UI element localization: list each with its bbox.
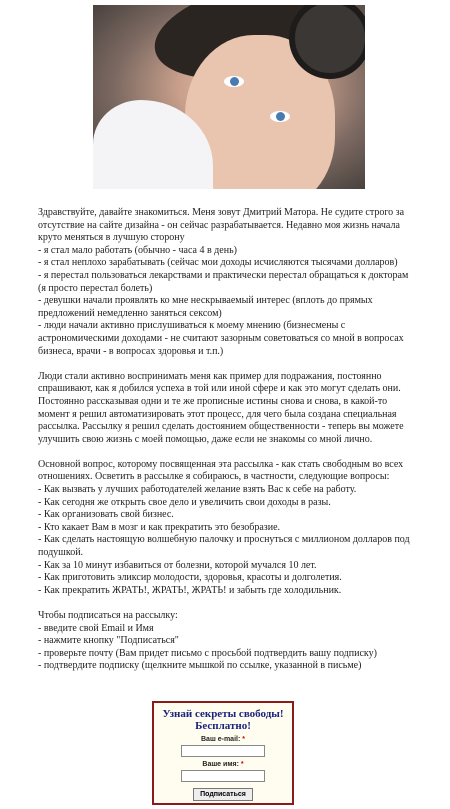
topic-item: - Как вызвать у лучших работодателей желание взять Вас к себе на работу. (38, 484, 357, 496)
name-label-text: Ваше имя: (202, 761, 239, 768)
name-input[interactable] (181, 770, 265, 782)
email-label-text: Ваш e-mail: (201, 736, 241, 743)
intro-paragraph (38, 207, 418, 358)
form-title-line2: Бесплатно! (195, 720, 251, 732)
intro-line: - я стал неплохо зарабатывать (сейчас мои доходы исчисляются тысячами долларов) (38, 257, 398, 269)
topic-item: - Как прекратить ЖРАТЬ!, ЖРАТЬ!, ЖРАТЬ! и забыть где холодильник. (38, 584, 342, 596)
intro-line: - девушки начали проявлять ко мне нескрываемый интерес (вплоть до прямых предложений немедленно заняться сексом) (38, 295, 373, 319)
name-label (154, 761, 292, 768)
article-text (38, 207, 418, 686)
email-label (154, 736, 292, 743)
subscribe-heading: Чтобы подписаться на рассылку: (38, 610, 178, 621)
form-title (154, 708, 292, 732)
topic-item: - Как приготовить эликсир молодости, здоровья, красоты и долголетия. (38, 572, 342, 584)
subscribe-step: - проверьте почту (Вам придет письмо с просьбой подтвердить вашу подписку) (38, 647, 377, 659)
subscribe-step: - введите свой Email и Имя (38, 622, 154, 634)
intro-line: - люди начали активно прислушиваться к моему мнению (бизнесмены с астрономическими доходами - не считают зазорным советоваться со мной в вопросах бизнеса, врачи - в вопросах здоровья и т.п.) (38, 320, 404, 357)
subscribe-step: - нажмите кнопку "Подписаться" (38, 635, 179, 647)
name-required-mark: * (240, 761, 244, 768)
photo-eye-left (224, 76, 244, 87)
subscribe-instructions (38, 610, 418, 673)
topic-item: - Как за 10 минут избавиться от болезни, которой мучался 10 лет. (38, 559, 317, 571)
email-input[interactable] (181, 745, 265, 757)
intro-line: - я стал мало работать (обычно - часа 4 в день) (38, 244, 237, 256)
topic-item: - Как сегодня же открыть свое дело и увеличить свои доходы в разы. (38, 496, 331, 508)
form-title-line1: Узнай секреты свободы! (162, 708, 284, 720)
author-photo (93, 5, 365, 189)
subscribe-form (152, 701, 294, 805)
photo-eye-right (270, 111, 290, 122)
topic-item: - Как организовать свой бизнес. (38, 509, 174, 521)
intro-line: Здравствуйте, давайте знакомиться. Меня зовут Дмитрий Матора. Не судите строго за отсутствие на сайте дизайна - он сейчас разрабатывается. Недавно моя жизнь начала круто меняться в лучшую сторону (38, 207, 405, 244)
topic-item: - Кто какает Вам в мозг и как прекратить это безобразие. (38, 521, 281, 533)
story-paragraph: Люди стали активно воспринимать меня как пример для подражания, постоянно спрашивают, как я добился успеха в той или иной сфере и как это могут сделать они. Постоянно рассказывая одни и те же прописные истины снова и снова, в какой-то момент я решил автоматизировать этот процесс, для чего была создана специальная рассылка. Рассылку я решил сделать достоянием общественности - теперь вы можете улучшить свою жизнь с моей помощью, даже если не знакомы со мной лично. (38, 370, 404, 445)
subscribe-button[interactable]: Подписаться (193, 788, 253, 801)
topic-item: - Как сделать настоящую волшебную палочку и проснуться с миллионом долларов под подушкой. (38, 534, 410, 559)
subscribe-step: - подтвердите подписку (щелкните мышкой по ссылке, указанной в письме) (38, 660, 362, 672)
topics-intro: Основной вопрос, которому посвященная эта рассылка - как стать свободным во всех отношениях. Осветить в рассылке я собираюсь, в частности, следующие вопросы: (38, 458, 404, 483)
topics-paragraph (38, 459, 418, 598)
email-required-mark: * (242, 736, 245, 743)
intro-line: - я перестал пользоваться лекарствами и практически перестал обращаться к докторам (я просто перестал болеть) (38, 269, 409, 294)
